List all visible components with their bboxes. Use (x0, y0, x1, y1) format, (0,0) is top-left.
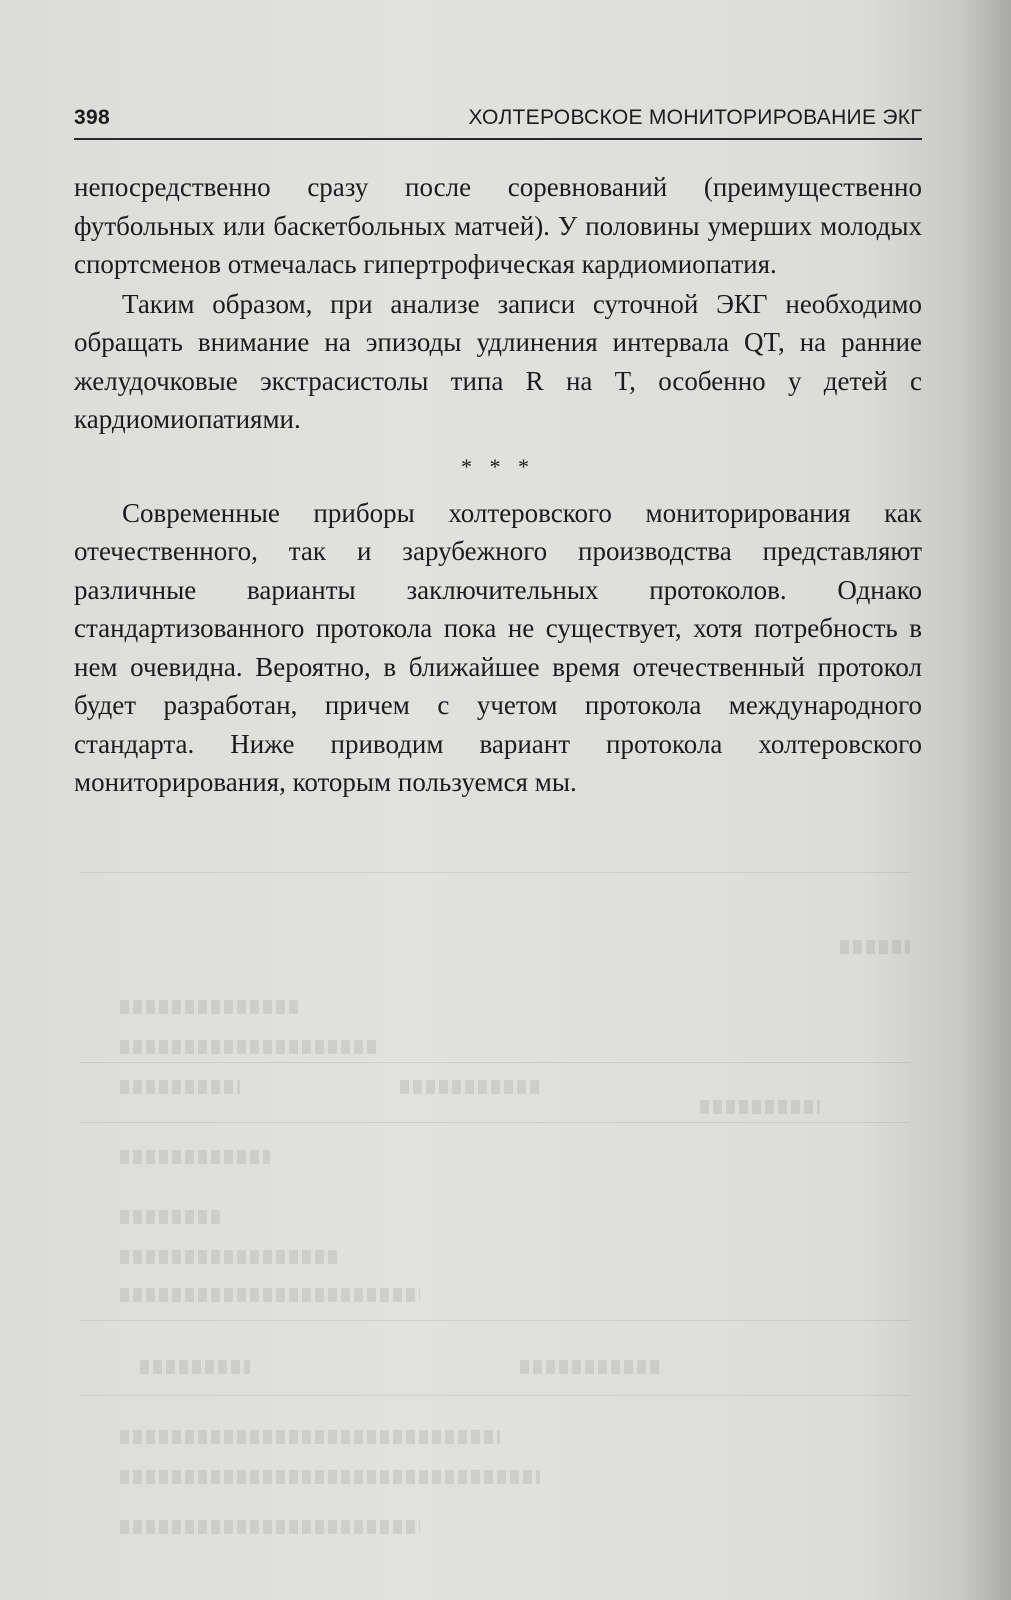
page-number: 398 (74, 106, 110, 129)
body-text (74, 168, 922, 802)
paragraph-protocols: Современные приборы холтеровского мониторирования как отечественного, так и зарубежного производства представляют различные варианты заключительных протоколов. Однако стандартизованного протокола пока не существует, хотя потребность в нем очевидна. Вероятно, в ближайшее время отечественный протокол будет разработан, причем с учетом протокола международного стандарта. Ниже приводим вариант протокола холтеровского мониторирования, которым пользуемся мы. (74, 497, 922, 797)
running-header (74, 104, 922, 140)
paragraph-conclusion: Таким образом, при анализе записи суточной ЭКГ необходимо обращать внимание на эпизоды удлинения интервала QT, на ранние желудочковые экстрасистолы типа R на T, особенно у детей с кардиомиопатиями. (74, 288, 922, 434)
section-separator: * * * (461, 453, 535, 479)
running-title: ХОЛТЕРОВСКОЕ МОНИТОРИРОВАНИЕ ЭКГ (468, 106, 922, 129)
paragraph-continuation: непосредственно сразу после соревнований (преимущественно футбольных или баскетбольных матчей). У половины умерших молодых спортсменов отмечалась гипертрофическая кардиомиопатия. (74, 172, 922, 279)
